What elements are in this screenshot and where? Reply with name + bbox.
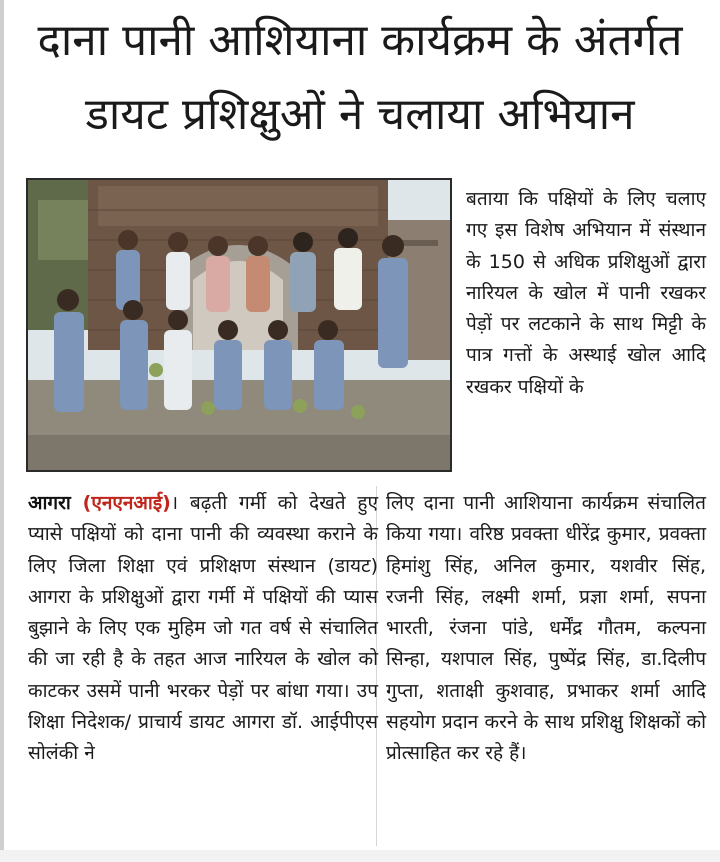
body-text-right-bottom: लिए दाना पानी आशियाना कार्यक्रम संचालित किया गया। वरिष्ठ प्रवक्ता धीरेंद्र कुमार, प्रवक्ता हिमांशु सिंह, अनिल कुमार, यशवीर सिंह, रजनी सिंह, लक्ष्मी शर्मा, प्रज्ञा शर्मा, सपना भारती, रंजना पांडे, धर्मेंद्र गौतम, कल्पना सिन्हा, यशपाल सिंह, पुष्पेंद्र सिंह, डा.दिलीप गुप्ता, शताक्षी कुशवाह, प्रभाकर शर्मा आदि सहयोग प्रदान करने के साथ प्रशिक्षु शिक्षकों को प्रोत्साहित कर रहे हैं। [386,492,706,765]
article-column-left [28,488,378,770]
headline-line-2: डायट प्रशिक्षुओं ने चलाया अभियान [85,89,635,140]
headline-line-1: दाना पानी आशियाना कार्यक्रम के अंतर्गत [37,15,683,66]
article-column-right-top [466,184,706,403]
body-text-left: । बढ़ती गर्मी को देखते हुए प्यासे पक्षियों को दाना पानी की व्यवस्था कराने के लिए जिला शिक्षा एवं प्रशिक्षण संस्थान (डायट) आगरा के प्रशिक्षुओं द्वारा गर्मी में पक्षियों की प्यास बुझाने के लिए एक मुहिम जो गत वर्ष से संचालित की जा रही है के तहत आज नारियल के खोल को काटकर उसमें पानी भरकर पेड़ों पर बांधा गया। उप शिक्षा निदेशक/ प्राचार्य डायट आगरा डॉ. आईपीएस सोलंकी ने [28,492,378,765]
agency-credit: (एनएनआई) [82,492,171,514]
group-photo-image [28,180,450,470]
dateline: आगरा [28,492,71,514]
news-photo [26,178,452,472]
page-bottom-strip [0,850,720,862]
headline [0,4,720,152]
article-column-right-bottom [386,488,706,770]
body-text-right-top: बताया कि पक्षियों के लिए चलाए गए इस विशेष अभियान में संस्थान के 150 से अधिक प्रशिक्षुओं द्वारा नारियल के खोल में पानी रखकर पेड़ों पर लटकाने के साथ मिट्टी के पात्र गत्तों के अस्थाई खोल आदि रखकर पक्षियों के [466,188,706,398]
